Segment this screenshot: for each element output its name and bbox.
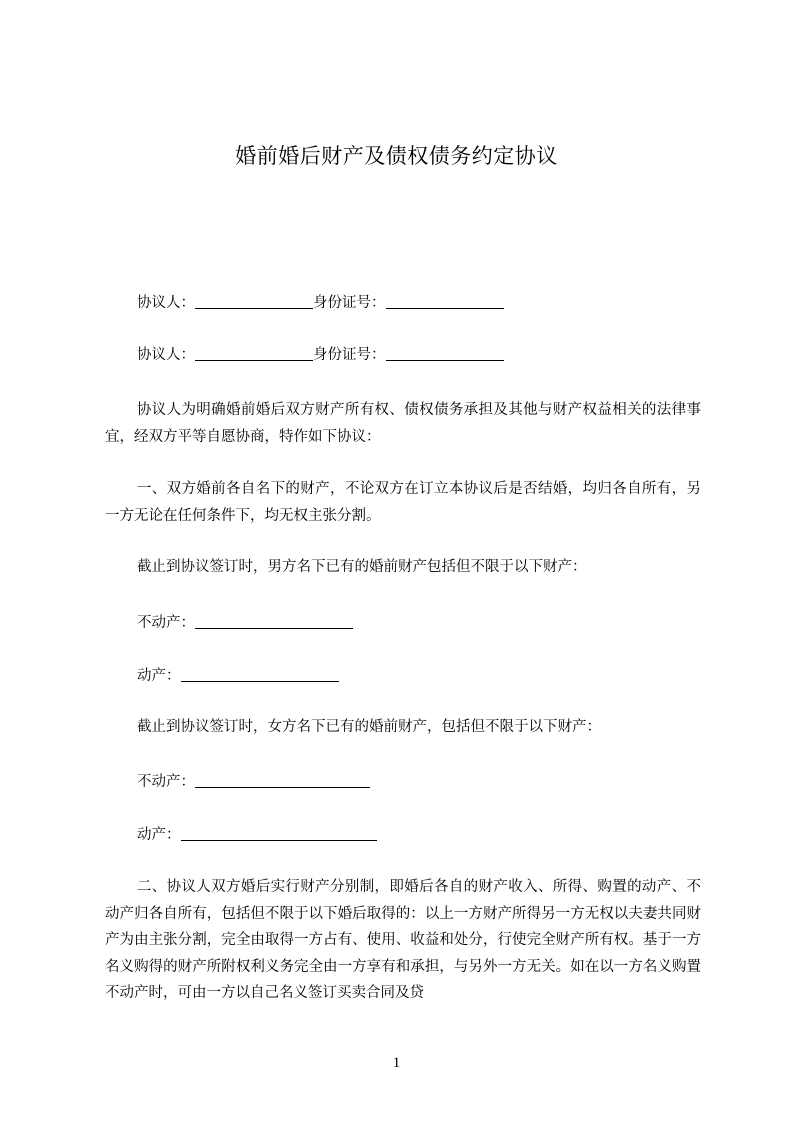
page-number: 1 (392, 1055, 401, 1071)
female-real-estate-line (137, 769, 370, 793)
intro-paragraph: 协议人为明确婚前婚后双方财产所有权、债权债务承担及其他与财产权益相关的法律事宜，经双方平等自愿协商，特作如下协议： (105, 402, 701, 445)
id-number-blank[interactable] (386, 344, 504, 361)
party-label: 协议人： (137, 295, 195, 311)
movable-label: 动产： (137, 668, 181, 684)
movable-blank[interactable] (181, 824, 377, 841)
real-estate-label: 不动产： (137, 774, 195, 790)
party-label: 协议人： (137, 347, 195, 363)
id-number-blank[interactable] (386, 292, 504, 309)
female-property-heading: 截止到协议签订时，女方名下已有的婚前财产，包括但不限于以下财产： (137, 719, 601, 735)
movable-label: 动产： (137, 827, 181, 843)
real-estate-blank[interactable] (195, 771, 370, 788)
party-name-blank[interactable] (195, 344, 313, 361)
party-line-2 (137, 342, 504, 366)
party-name-blank[interactable] (195, 292, 313, 309)
real-estate-blank[interactable] (195, 612, 353, 629)
real-estate-label: 不动产： (137, 615, 195, 631)
clause-2-paragraph: 二、协议人双方婚后实行财产分别制，即婚后各自的财产收入、所得、购置的动产、不动产归各自所有，包括但不限于以下婚后取得的：以上一方财产所得另一方无权以夫妻共同财产为由主张分割，完全由取得一方占有、使用、收益和处分，行使完全财产所有权。基于一方名义购得的财产所附权利义务完全由一方享有和承担，与另外一方无关。如在以一方名义购置不动产时，可由一方以自己名义签订买卖合同及贷 (105, 879, 701, 1001)
id-label: 身份证号： (313, 347, 386, 363)
female-movable-line (137, 822, 377, 846)
male-movable-line (137, 663, 339, 687)
id-label: 身份证号： (313, 295, 386, 311)
male-real-estate-line (137, 610, 353, 634)
movable-blank[interactable] (181, 665, 339, 682)
party-line-1 (137, 290, 504, 314)
document-title: 婚前婚后财产及债权债务约定协议 (235, 144, 558, 168)
clause-1-paragraph: 一、双方婚前各自名下的财产，不论双方在订立本协议后是否结婚，均归各自所有，另一方无论在任何条件下，均无权主张分割。 (105, 481, 701, 524)
male-property-heading: 截止到协议签订时，男方名下已有的婚前财产包括但不限于以下财产： (137, 559, 587, 575)
